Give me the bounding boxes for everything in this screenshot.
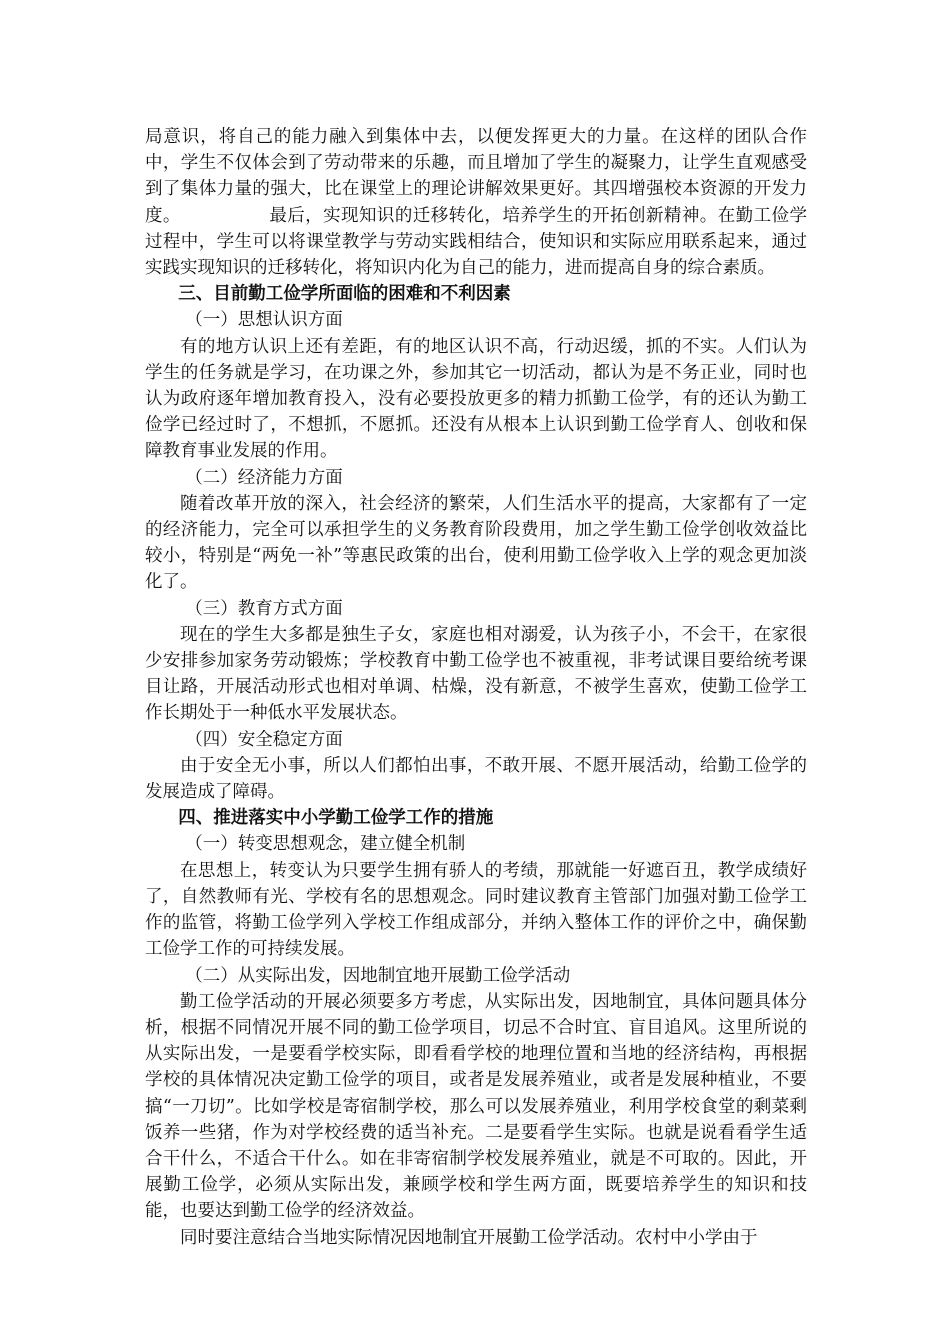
subsection-4-1-text: 在思想上，转变认为只要学生拥有骄人的考绩，那就能一好遮百丑，教学成绩好了，自然教师有光、学校有名的思想观念。同时建议教育主管部门加强对勤工俭学工作的监管，将勤工俭学列入学校工作组成部分，并纳入整体工作的评价之中，确保勤工俭学工作的可持续发展。 (145, 860, 807, 960)
section-4-heading: 四、推进落实中小学勤工俭学工作的措施 (178, 808, 494, 829)
subsection-4-2-text: 勤工俭学活动的开展必须要多方考虑，从实际出发，因地制宜，具体问题具体分析，根据不同情况开展不同的勤工俭学项目，切忌不合时宜、盲目追风。这里所说的从实际出发，一是要看学校实际，即看看学校的地理位置和当地的经济结构，再根据学校的具体情况决定勤工俭学的项目，或者是发展养殖业，或者是发展种植业，不要搞“一刀切”。比如学校是寄宿制学校，那么可以发展养殖业，利用学校食堂的剩菜剩饭养一些猪，作为对学校经费的适当补充。二是要看学生实际。也就是说看看学生适合干什么，不适合干什么。如在非寄宿制学校发展养殖业，就是不可取的。因此，开展勤工俭学，必须从实际出发，兼顾学校和学生两方面，既要培养学生的知识和技能，也要达到勤工俭学的经济效益。 (145, 991, 807, 1222)
section-3-heading: 三、目前勤工俭学所面临的困难和不利因素 (178, 284, 511, 305)
subsection-3-3-heading: （三）教育方式方面 (185, 598, 343, 619)
subsection-4-1-heading: （一）转变思想观念，建立健全机制 (185, 834, 466, 855)
paragraph-intro-part1: 局意识，将自己的能力融入到集体中去，以便发挥更大的力量。在这样的团队合作中，学生不仅体会到了劳动带来的乐趣，而且增加了学生的凝聚力，让学生直观感受到了集体力量的强大，比在课堂上的理论讲解效果更好。其四增强校本资源的开发力度。 (145, 127, 807, 226)
paragraph-intro (145, 124, 807, 281)
subsection-4-2-heading: （二）从实际出发，因地制宜地开展勤工俭学活动 (185, 965, 571, 986)
subsection-4-2-text-continued: 同时要注意结合当地实际情况因地制宜开展勤工俭学活动。农村中小学由于 (180, 1227, 758, 1248)
subsection-3-3-text: 现在的学生大多都是独生子女，家庭也相对溺爱，认为孩子小，不会干，在家很少安排参加家务劳动锻炼；学校教育中勤工俭学也不被重视，非考试课目要给统考课目让路，开展活动形式也相对单调、枯燥，没有新意，不被学生喜欢，使勤工俭学工作长期处于一种低水平发展状态。 (145, 624, 807, 724)
subsection-3-2-text: 随着改革开放的深入，社会经济的繁荣，人们生活水平的提高，大家都有了一定的经济能力，完全可以承担学生的义务教育阶段费用，加之学生勤工俭学创收效益比较小，特别是“两免一补”等惠民政策的出台，使利用勤工俭学收入上学的观念更加淡化了。 (145, 493, 807, 593)
subsection-3-4-heading: （四）安全稳定方面 (185, 729, 343, 750)
subsection-3-2-heading: （二）经济能力方面 (185, 467, 343, 488)
subsection-3-1-heading: （一）思想认识方面 (185, 310, 343, 331)
document-page (145, 124, 807, 1251)
paragraph-intro-part2: 最后，实现知识的迁移转化，培养学生的开拓创新精神。在勤工俭学过程中，学生可以将课堂教学与劳动实践相结合，使知识和实际应用联系起来，通过实践实现知识的迁移转化，将知识内化为自己的能力，进而提高自身的综合素质。 (145, 205, 807, 279)
subsection-3-1-text: 有的地方认识上还有差距，有的地区认识不高，行动迟缓，抓的不实。人们认为学生的任务就是学习，在功课之外，参加其它一切活动，都认为是不务正业，同时也认为政府逐年增加教育投入，没有必要投放更多的精力抓勤工俭学，有的还认为勤工俭学已经过时了，不想抓，不愿抓。还没有从根本上认识到勤工俭学育人、创收和保障教育事业发展的作用。 (145, 336, 807, 462)
subsection-3-4-text: 由于安全无小事，所以人们都怕出事，不敢开展、不愿开展活动，给勤工俭学的发展造成了障碍。 (145, 755, 807, 803)
